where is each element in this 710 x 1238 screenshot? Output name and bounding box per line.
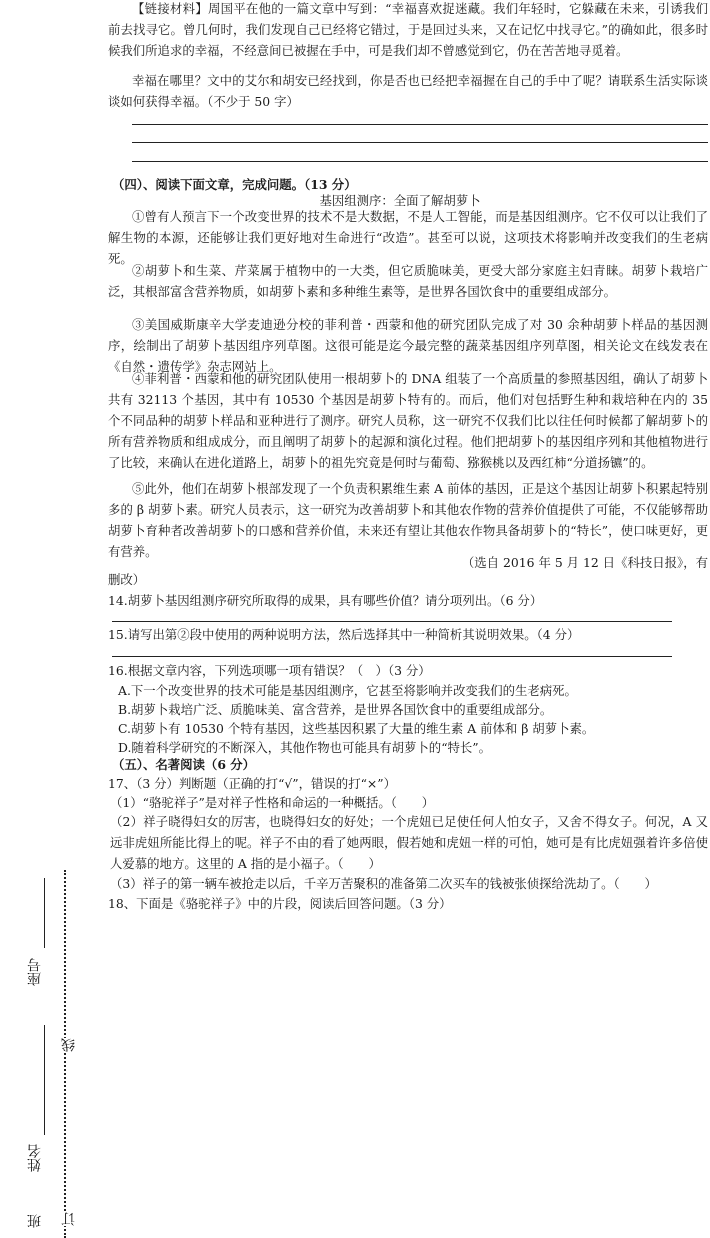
section5-heading: （五）、名著阅读（6 分） — [112, 757, 256, 772]
class-label: 班 — [27, 1214, 43, 1228]
question-17: 17、（3 分）判断题（正确的打“√”，错误的打“×”） — [108, 776, 397, 791]
article-paragraph-5: ⑤此外，他们在胡萝卜根部发现了一个负责积累维生素 A 前体的基因，正是这个基因让胡萝卜积累起特别多的 β 胡萝卜素。研究人员表示，这一研究为改善胡萝卜和其他农作物的营养价值提供了可能，不仅能够帮助胡萝卜育种者改善胡萝卜的口感和营养价值，未来还有望让其他农作物具备胡萝卜的“特长”，使口味更好，更有营养。 — [108, 481, 708, 559]
seat-label: 座号 — [27, 958, 43, 986]
option-a: A.下一个改变世界的技术可能是基因组测序，它甚至将影响并改变我们的生老病死。 — [118, 683, 577, 698]
judge-item-2: （2）祥子晓得妇女的厉害，也晓得妇女的好处；一个虎妞已足使任何人怕女子，又舍不得女子。何况，A 又远非虎妞所能比得上的呢。祥子不由的看了她两眼，假若她和虎妞一样的可怕，她可是有比虎妞强着许多倍使人爱慕的地方。这里的 A 指的是小福子。（ ） — [110, 814, 708, 871]
section4-heading: （四）、阅读下面文章，完成问题。（13 分） — [112, 177, 357, 192]
seat-blank-line[interactable] — [44, 878, 45, 948]
binding-dotted-line — [64, 870, 66, 1238]
article-paragraph-2: ②胡萝卜和生菜、芹菜属于植物中的一大类，但它质脆味美，更受大部分家庭主妇青睐。胡萝卜栽培广泛，其根部富含营养物质，如胡萝卜素和多种维生素等，是世界各国饮食中的重要组成部分。 — [108, 263, 708, 299]
question-18: 18、下面是《骆驼祥子》中的片段，阅读后回答问题。（3 分） — [108, 896, 452, 911]
binding-line-label: 线 — [61, 1038, 77, 1052]
name-blank-line[interactable] — [44, 1025, 45, 1135]
answer-line-2[interactable] — [132, 142, 708, 143]
judge-item-1: （1）“骆驼祥子”是对祥子性格和命运的一种概括。（ ） — [110, 795, 435, 810]
article-paragraph-1: ①曾有人预言下一个改变世界的技术不是大数据，不是人工智能，而是基因组测序。它不仅可以让我们了解生物的本源，还能够让我们更好地对生命进行“改造”。甚至可以说，这项技术将影响并改变我们的生老病死。 — [108, 209, 708, 266]
option-d: D.随着科学研究的不断深入，其他作物也可能具有胡萝卜的“特长”。 — [118, 740, 492, 755]
source-citation-end: 删改） — [108, 572, 146, 587]
question-14: 14.胡萝卜基因组测序研究所取得的成果，具有哪些价值？请分项列出。（6 分） — [108, 593, 543, 608]
option-b: B.胡萝卜栽培广泛、质脆味美、富含营养，是世界各国饮食中的重要组成部分。 — [118, 702, 553, 717]
name-label: 姓名 — [27, 1144, 43, 1172]
question-15: 15.请写出第②段中使用的两种说明方法，然后选择其中一种简析其说明效果。（4 分） — [108, 627, 580, 642]
article-paragraph-4: ④菲利普・西蒙和他的研究团队使用一根胡萝卜的 DNA 组装了一个高质量的参照基因组，确认了胡萝卜共有 32113 个基因，其中有 10530 个基因是胡萝卜特有的。而后，他们对包括野生种和栽培种在内的 35 个不同品种的胡萝卜样品和亚种进行了测序。研究人员称，这一研究不仅我们比以往任何时候都了解胡萝卜的所有营养物质和组成成分，而且阐明了胡萝卜的起源和演化过程。他们把胡萝卜的基因组序列和其他植物进行了比较，来确认在进化道路上，胡萝卜的祖先究竟是何时与葡萄、猕猴桃以及西红柿“分道扬镳”的。 — [108, 371, 708, 470]
answer-line-3[interactable] — [132, 161, 708, 162]
article-paragraph-3: ③美国威斯康辛大学麦迪逊分校的菲利普・西蒙和他的研究团队完成了对 30 余种胡萝卜样品的基因测序，绘制出了胡萝卜基因组序列草图。这很可能是迄今最完整的蔬菜基因组序列草图，相关论文在线发表在《自然・遗传学》杂志网站上。 — [108, 317, 708, 374]
article-title: 基因组测序：全面了解胡萝卜 — [319, 193, 481, 208]
binding-staple-label: 订 — [61, 1212, 77, 1226]
happiness-question: 幸福在哪里？文中的艾尔和胡安已经找到，你是否也已经把幸福握在自己的手中了呢？请联系生活实际谈谈如何获得幸福。（不少于 50 字） — [108, 73, 708, 109]
answer-line-15[interactable] — [112, 656, 672, 657]
judge-item-3: （3）祥子的第一辆车被抢走以后，千辛万苦聚积的准备第二次买车的钱被张侦探给洗劫了。（ ） — [110, 876, 657, 891]
question-16: 16.根据文章内容，下列选项哪一项有错误？（ ）（3 分） — [108, 663, 431, 678]
option-c: C.胡萝卜有 10530 个特有基因，这些基因积累了大量的维生素 A 前体和 β 胡萝卜素。 — [118, 721, 595, 736]
answer-line-1[interactable] — [132, 124, 708, 125]
link-material-paragraph: 【链接材料】周国平在他的一篇文章中写到：“幸福喜欢捉迷藏。我们年轻时，它躲藏在未来，引诱我们前去找寻它。曾几何时，我们发现自己已经将它错过，于是回过头来，又在记忆中找寻它。”的确如此，很多时候我们所追求的幸福，不经意间已被握在手中，可是我们却不曾感觉到它，仍在苦苦地寻觅着。 — [108, 1, 708, 58]
answer-line-14[interactable] — [112, 621, 672, 622]
source-citation: （选自 2016 年 5 月 12 日《科技日报》，有 — [461, 555, 708, 570]
